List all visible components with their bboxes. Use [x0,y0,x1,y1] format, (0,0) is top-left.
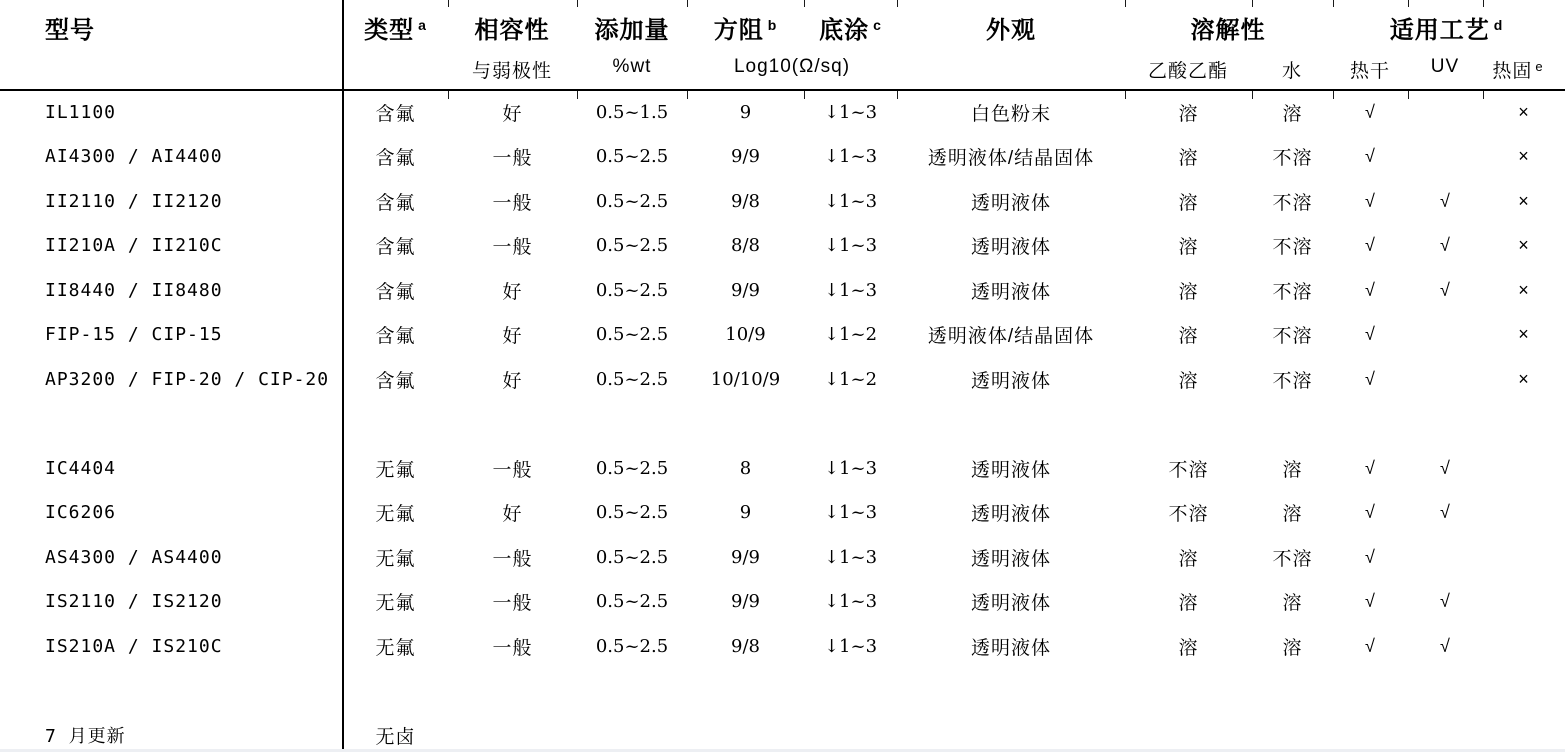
table-body [0,90,1565,753]
cell-type: 含氟 [375,281,416,303]
cell-appearance: 透明液体/结晶固体 [927,326,1095,348]
header-solubility: 溶解性 [1190,17,1266,44]
cell-water: 不溶 [1272,281,1313,303]
cell-amount: 0.5~2.5 [595,457,669,479]
cell-type: 含氟 [375,370,416,392]
cell-thermoset-mark: × [1518,235,1530,256]
cell-ethyl-acetate: 溶 [1178,593,1199,615]
cell-appearance: 透明液体 [970,370,1051,392]
cell-primer: ↓1~3 [823,146,878,168]
cell-heat-dry-mark: √ [1365,457,1376,478]
header-type: 类型 $^a$ [364,17,426,44]
cell-heat-dry-mark: √ [1365,235,1376,256]
gridline-tick [687,0,688,7]
cell-water: 不溶 [1272,192,1313,214]
cell-heat-dry-mark: √ [1365,279,1376,300]
cell-uv-mark: √ [1440,190,1451,211]
cell-type: 无氟 [375,637,416,659]
table-row [0,224,1565,269]
table-row [0,179,1565,224]
cell-resistance: 8 [739,457,752,479]
gridline-tick [1333,0,1334,7]
cell-amount: 0.5~2.5 [595,546,669,568]
cell-amount: 0.5~2.5 [595,324,669,346]
cell-water: 溶 [1282,103,1303,125]
cell-model: II2110 / II2120 [45,190,223,212]
cell-uv-mark: √ [1440,279,1451,300]
cell-uv-mark: √ [1440,635,1451,656]
cell-water: 不溶 [1272,237,1313,259]
subheader-heat-dry: 热干 [1349,61,1391,82]
cell-model: IC4404 [45,457,117,479]
cell-water: 不溶 [1272,326,1313,348]
gridline-tick [1252,0,1253,7]
cell-primer: ↓1~3 [823,190,878,212]
cell-model: IS2110 / IS2120 [45,591,223,613]
cell-resistance: 10/10/9 [710,368,781,390]
cell-primer: ↓1~2 [823,324,878,346]
cell-uv-mark: √ [1440,235,1451,256]
gridline-tick [1125,0,1126,7]
footnote-d: d [1493,17,1503,33]
table-row [0,491,1565,536]
cell-type: 含氟 [375,192,416,214]
cell-water: 溶 [1282,459,1303,481]
table-row [0,268,1565,313]
subheader-thermoset: 热固 $^e$ [1492,59,1544,82]
cell-model: II8440 / II8480 [45,279,223,301]
cell-thermoset-mark: × [1518,190,1530,211]
table-row [0,669,1565,714]
cell-primer: ↓1~2 [823,368,878,390]
subheader-ethyl-acetate: 乙酸乙酯 [1147,61,1229,82]
cell-uv-mark: √ [1440,502,1451,523]
table-row [0,402,1565,447]
header-compatibility: 相容性 [474,17,550,44]
cell-type: 无氟 [375,593,416,615]
cell-appearance: 透明液体 [970,504,1051,526]
cell-compatibility: 一般 [492,237,533,259]
cell-ethyl-acetate: 溶 [1178,326,1199,348]
gridline-tick [804,0,805,7]
cell-uv-mark: √ [1440,591,1451,612]
table-row [0,535,1565,580]
cell-heat-dry-mark: √ [1365,101,1376,122]
cell-water: 溶 [1282,593,1303,615]
cell-appearance: 白色粉末 [970,103,1051,125]
cell-water: 不溶 [1272,148,1313,170]
gridline-tick [897,0,898,7]
header-process: 适用工艺 $^d$ [1389,17,1503,44]
footnote-e: e [1535,59,1544,74]
cell-amount: 0.5~1.5 [595,101,669,123]
header-amount: 添加量 [594,17,670,44]
cell-amount: 0.5~2.5 [595,591,669,613]
cell-model: IC6206 [45,502,117,524]
table-row [0,90,1565,135]
cell-model: FIP-15 / CIP-15 [45,324,223,346]
cell-appearance: 透明液体 [970,237,1051,259]
cell-amount: 0.5~2.5 [595,502,669,524]
cell-compatibility: 一般 [492,459,533,481]
cell-model: IL1100 [45,101,117,123]
cell-heat-dry-mark: √ [1365,190,1376,211]
header-model: 型号 [45,17,95,44]
cell-ethyl-acetate: 溶 [1178,103,1199,125]
cell-type: 无氟 [375,504,416,526]
cell-type: 含氟 [375,237,416,259]
cell-heat-dry-mark: √ [1365,502,1376,523]
cell-thermoset-mark: × [1518,279,1530,300]
cell-amount: 0.5~2.5 [595,279,669,301]
cell-amount: 0.5~2.5 [595,635,669,657]
cell-primer: ↓1~3 [823,635,878,657]
cell-type: 含氟 [375,103,416,125]
cell-compatibility: 好 [502,281,523,303]
cell-compatibility: 一般 [492,637,533,659]
cell-appearance: 透明液体 [970,281,1051,303]
cell-model: 7 月更新 [45,726,126,748]
cell-water: 不溶 [1272,548,1313,570]
table-row [0,580,1565,625]
cell-primer: ↓1~3 [823,235,878,257]
cell-appearance: 透明液体 [970,192,1051,214]
subheader-water: 水 [1281,61,1303,82]
cell-compatibility: 一般 [492,148,533,170]
table-row [0,713,1565,753]
table-row [0,624,1565,669]
cell-appearance: 透明液体 [970,548,1051,570]
cell-heat-dry-mark: √ [1365,368,1376,389]
cell-primer: ↓1~3 [823,457,878,479]
cell-heat-dry-mark: √ [1365,591,1376,612]
gridline-tick [577,0,578,7]
cell-ethyl-acetate: 溶 [1178,237,1199,259]
cell-thermoset-mark: × [1518,368,1530,389]
cell-model: II210A / II210C [45,235,223,257]
cell-type: 含氟 [375,326,416,348]
cell-compatibility: 好 [502,370,523,392]
gridline-tick [448,0,449,7]
cell-compatibility: 好 [502,326,523,348]
cell-compatibility: 一般 [492,192,533,214]
cell-amount: 0.5~2.5 [595,368,669,390]
table-row [0,446,1565,491]
cell-primer: ↓1~3 [823,502,878,524]
cell-resistance: 9/8 [731,635,760,657]
cell-primer: ↓1~3 [823,546,878,568]
footnote-b: b [767,17,777,33]
subheader-weak-polarity: 与弱极性 [471,61,553,82]
cell-resistance: 9/9 [731,546,760,568]
cell-water: 不溶 [1272,370,1313,392]
cell-thermoset-mark: × [1518,146,1530,167]
cell-primer: ↓1~3 [823,279,878,301]
cell-water: 溶 [1282,637,1303,659]
cell-model: AI4300 / AI4400 [45,146,223,168]
cell-amount: 0.5~2.5 [595,146,669,168]
cell-resistance: 9/9 [731,146,760,168]
cell-compatibility: 一般 [492,593,533,615]
cell-ethyl-acetate: 溶 [1178,148,1199,170]
cell-ethyl-acetate: 溶 [1178,548,1199,570]
subheader-wt-percent: %wt [612,56,652,77]
cell-resistance: 9/8 [731,190,760,212]
subheader-uv: UV [1430,56,1460,77]
cell-resistance: 8/8 [731,235,760,257]
cell-amount: 0.5~2.5 [595,190,669,212]
cell-primer: ↓1~3 [823,101,878,123]
cell-uv-mark: √ [1440,457,1451,478]
cell-type: 无氟 [375,459,416,481]
cell-heat-dry-mark: √ [1365,546,1376,567]
cell-thermoset-mark: × [1518,324,1530,345]
cell-primer: ↓1~3 [823,591,878,613]
cell-resistance: 9 [739,101,752,123]
cell-appearance: 透明液体 [970,637,1051,659]
footnote-a: a [418,17,426,33]
header-appearance: 外观 [986,17,1036,44]
cell-ethyl-acetate: 溶 [1178,637,1199,659]
cell-compatibility: 好 [502,103,523,125]
gridline-tick [1408,0,1409,7]
cell-heat-dry-mark: √ [1365,635,1376,656]
cell-ethyl-acetate: 溶 [1178,370,1199,392]
cell-model: AP3200 / FIP-20 / CIP-20 [45,368,330,390]
cell-appearance: 透明液体 [970,459,1051,481]
cell-thermoset-mark: × [1518,101,1530,122]
header-primer: 底涂 $^c$ [819,17,881,44]
cell-amount: 0.5~2.5 [595,235,669,257]
cell-resistance: 9/9 [731,591,760,613]
cell-resistance: 10/9 [725,324,766,346]
cell-heat-dry-mark: √ [1365,146,1376,167]
cell-ethyl-acetate: 不溶 [1168,504,1209,526]
cell-type: 无卤 [375,726,416,748]
cell-model: IS210A / IS210C [45,635,223,657]
cell-type: 含氟 [375,148,416,170]
cell-resistance: 9/9 [731,279,760,301]
cell-compatibility: 好 [502,504,523,526]
cell-ethyl-acetate: 溶 [1178,281,1199,303]
cell-appearance: 透明液体/结晶固体 [927,148,1095,170]
cell-resistance: 9 [739,502,752,524]
cell-heat-dry-mark: √ [1365,324,1376,345]
cell-appearance: 透明液体 [970,593,1051,615]
cell-ethyl-acetate: 不溶 [1168,459,1209,481]
cell-water: 溶 [1282,504,1303,526]
subheader-log10-unit: Log10(Ω/sq) [733,56,851,77]
cell-model: AS4300 / AS4400 [45,546,223,568]
table-row [0,357,1565,402]
cell-ethyl-acetate: 溶 [1178,192,1199,214]
gridline-tick [1483,0,1484,7]
table-row [0,313,1565,358]
cell-compatibility: 一般 [492,548,533,570]
table-row [0,135,1565,180]
header-sheet-resistance: 方阻 $^b$ [713,17,777,44]
footnote-c: c [873,17,881,33]
cell-type: 无氟 [375,548,416,570]
